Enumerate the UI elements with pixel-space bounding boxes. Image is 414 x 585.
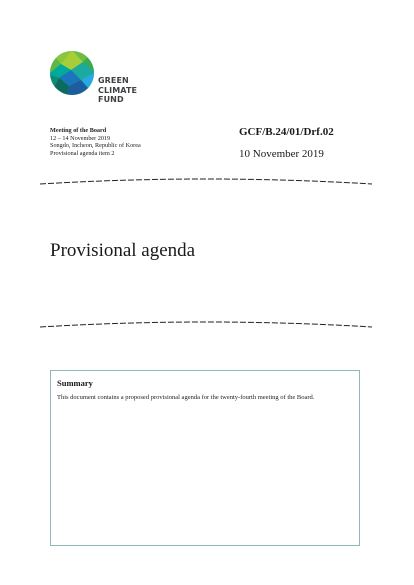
divider-bottom (40, 320, 372, 330)
logo-line-fund: FUND (98, 95, 124, 104)
divider-top (40, 177, 372, 187)
meeting-dates: 12 – 14 November 2019 (50, 134, 111, 142)
logo-line-green: GREEN (98, 76, 129, 85)
gcf-wordmark (98, 76, 137, 105)
summary-heading: Summary (57, 378, 93, 388)
summary-box (50, 370, 360, 546)
meeting-title: Meeting of the Board (50, 127, 107, 134)
gcf-globe-icon (49, 50, 95, 96)
summary-body: This document contains a proposed provisional agenda for the twenty-fourth meeting of the Board. (57, 394, 315, 401)
page-title: Provisional agenda (50, 240, 196, 261)
meeting-location: Songdo, Incheon, Republic of Korea (50, 142, 141, 150)
document-date: 10 November 2019 (239, 148, 324, 160)
meeting-agenda-item: Provisional agenda item 2 (50, 149, 115, 157)
meeting-info (50, 127, 220, 157)
document-reference: GCF/B.24/01/Drf.02 (239, 126, 334, 138)
logo-line-climate: CLIMATE (98, 85, 138, 95)
gcf-logo (49, 50, 159, 110)
